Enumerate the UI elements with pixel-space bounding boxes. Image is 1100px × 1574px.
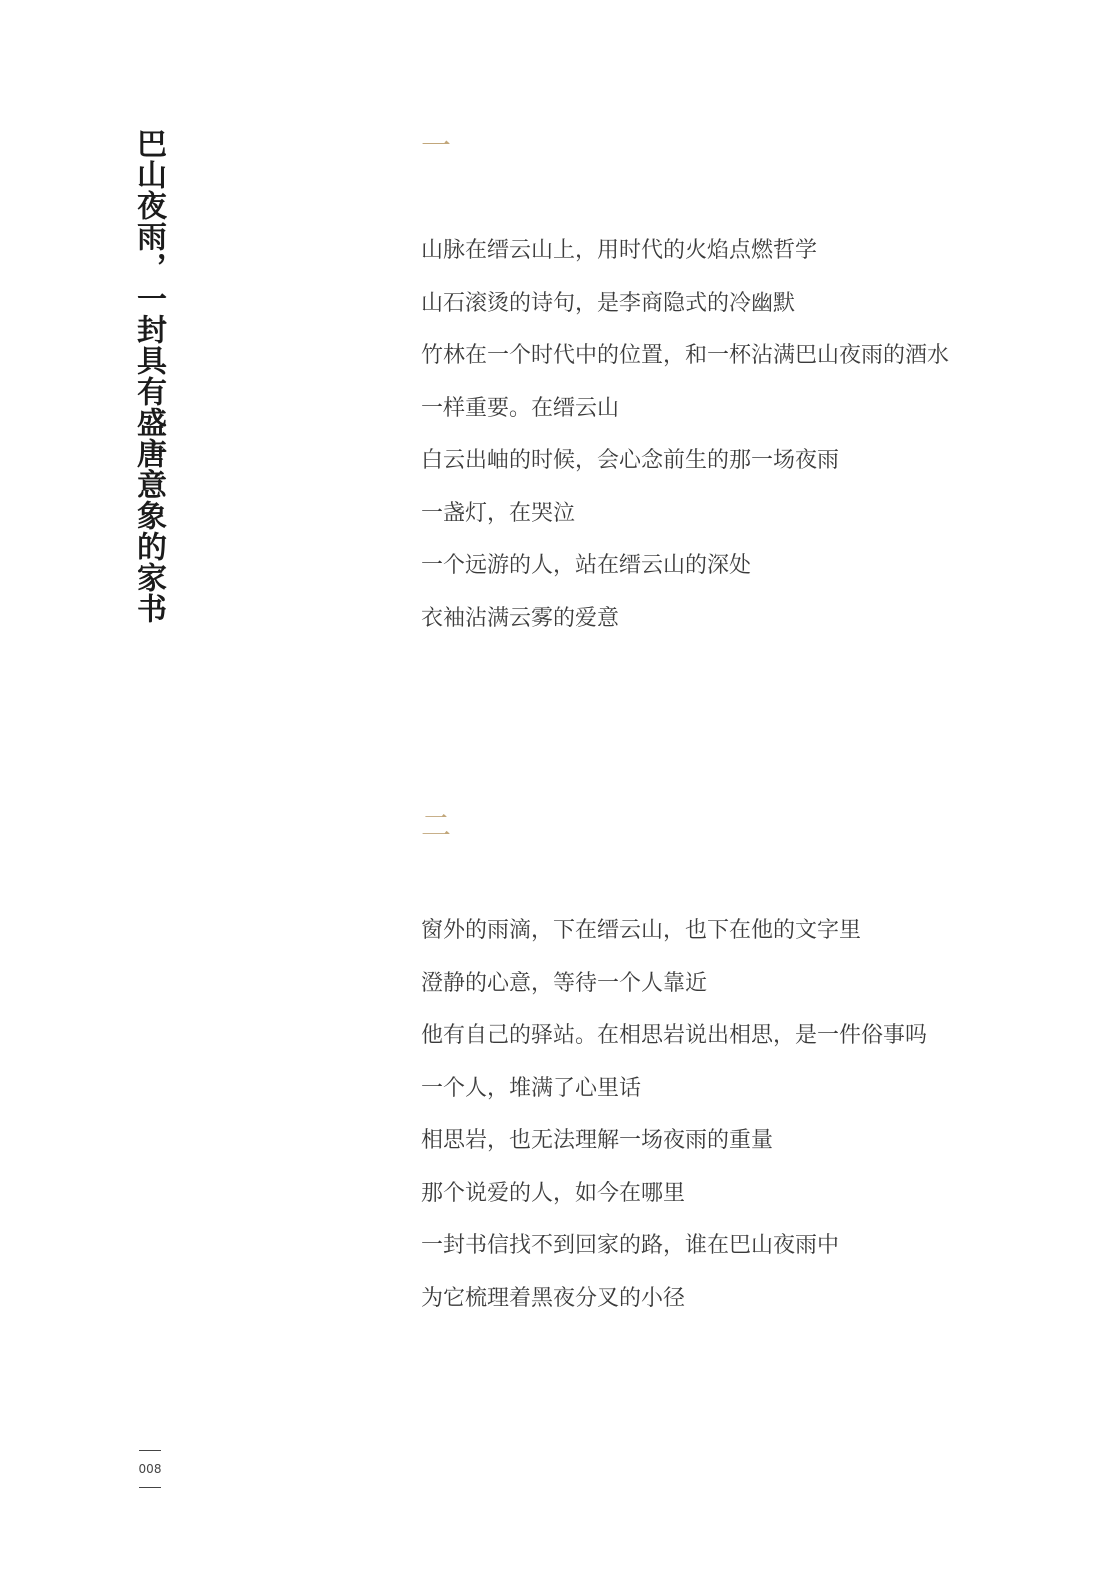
poem-line: 一盏灯，在哭泣 [421, 500, 576, 526]
poem-section-2 [421, 918, 1061, 1338]
folio-rule-bottom [139, 1487, 161, 1488]
poem-line: 窗外的雨滴，下在缙云山，也下在他的文字里 [421, 918, 862, 943]
poem-line: 衣袖沾满云雾的爱意 [421, 605, 620, 631]
page-number: 008 [138, 1462, 162, 1476]
poem-line: 他有自己的驿站。在相思岩说出相思，是一件俗事吗 [421, 1023, 928, 1048]
page-title: 巴山夜雨，一封具有盛唐意象的家书 [131, 128, 166, 624]
poem-line: 山石滚烫的诗句，是李商隐式的冷幽默 [421, 290, 796, 316]
poem-line: 为它梳理着黑夜分叉的小径 [421, 1285, 686, 1311]
section-marker-2: 二 [421, 809, 451, 844]
poem-line: 一个远游的人，站在缙云山的深处 [421, 553, 752, 578]
poem-line: 一样重要。在缙云山 [421, 395, 620, 421]
poem-line: 相思岩，也无法理解一场夜雨的重量 [421, 1128, 774, 1153]
poem-line: 竹林在一个时代中的位置，和一杯沾满巴山夜雨的酒水 [421, 343, 950, 368]
poem-line: 山脉在缙云山上，用时代的火焰点燃哲学 [421, 238, 818, 263]
poem-line: 那个说爱的人，如今在哪里 [421, 1180, 686, 1206]
poem-line: 白云出岫的时候，会心念前生的那一场夜雨 [421, 448, 840, 473]
poem-line: 澄静的心意，等待一个人靠近 [421, 970, 708, 996]
folio-rule-top [139, 1450, 161, 1451]
poem-line: 一封书信找不到回家的路，谁在巴山夜雨中 [421, 1233, 840, 1258]
section-marker-1: 一 [421, 129, 451, 164]
poem-line: 一个人，堆满了心里话 [421, 1075, 642, 1101]
page-number-block [137, 1450, 163, 1488]
poem-section-1 [421, 238, 1061, 658]
